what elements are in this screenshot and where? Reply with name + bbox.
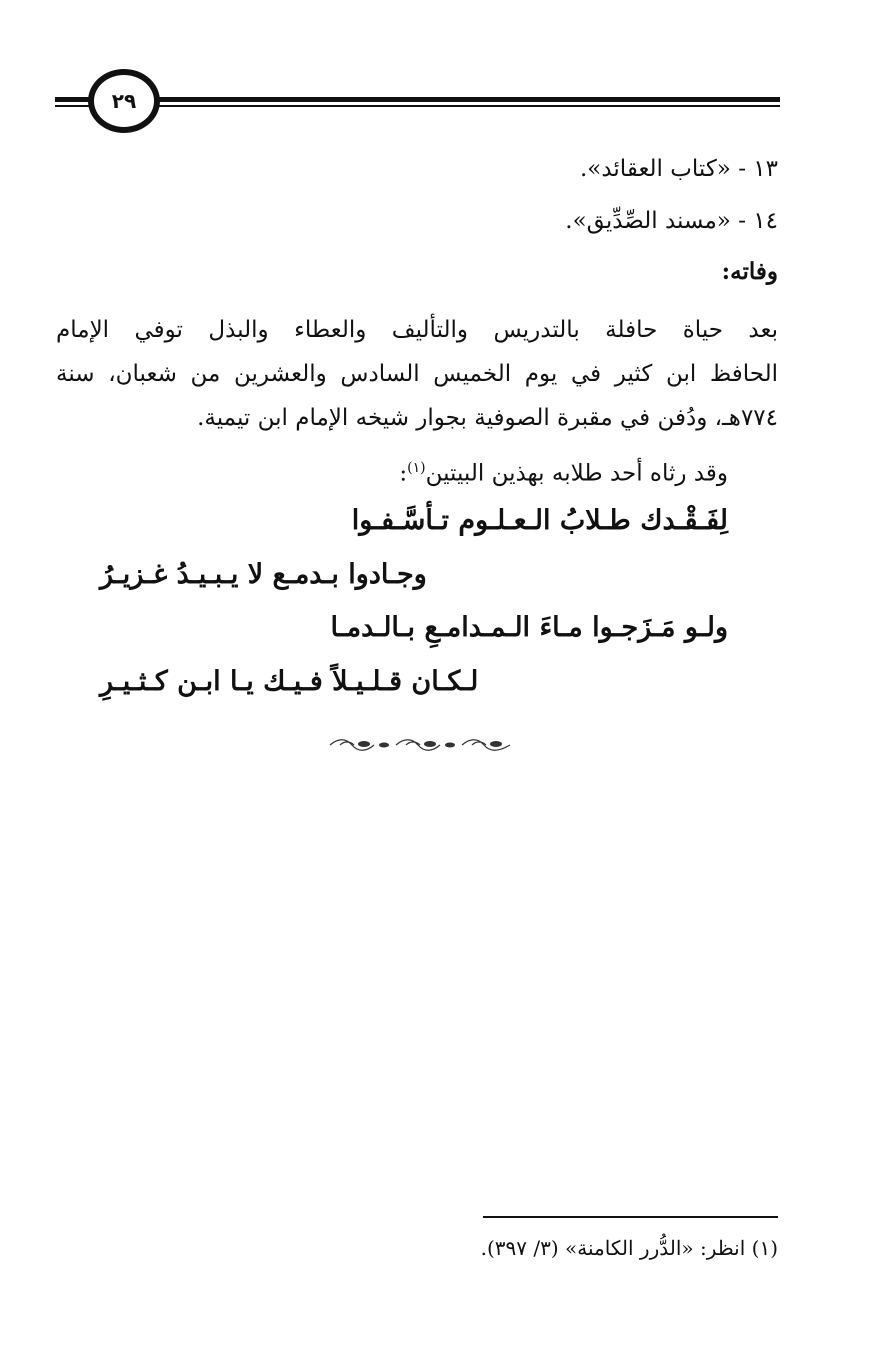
- footnote: (١) انظر: «الدُّرر الكامنة» (٣/ ٣٩٧).: [480, 1236, 778, 1260]
- verse-1-second-hemistich: وجـادوا بـدمـع لا يـبـيـدُ غـزيـرُ: [100, 559, 427, 590]
- list-item-14: ١٤ - «مسند الصِّدِّيق».: [565, 208, 778, 234]
- footnote-separator: [483, 1216, 778, 1218]
- paragraph-line: ٧٧٤هـ، ودُفن في مقبرة الصوفية بجوار شيخه الإمام ابن تيمية.: [197, 405, 778, 431]
- page-number: ٢٩: [111, 89, 137, 113]
- header-rule-thin: [55, 105, 780, 107]
- header-rule-thick: [55, 97, 780, 102]
- list-item-13: ١٣ - «كتاب العقائد».: [579, 156, 778, 182]
- floral-divider-icon: [326, 736, 514, 754]
- footnote-marker: (١): [407, 460, 426, 476]
- death-paragraph: [56, 308, 778, 440]
- elegy-intro: [399, 460, 728, 487]
- section-heading: وفاته:: [721, 258, 778, 285]
- paragraph-line: الحافظ ابن كثير في يوم الخميس السادس والعشرين من شعبان، سنة: [56, 361, 778, 387]
- paragraph-line: بعد حياة حافلة بالتدريس والتأليف والعطاء والبذل توفي الإمام: [56, 317, 778, 343]
- verse-2-first-hemistich: ولـو مَـزَجـوا مـاءَ الـمـدامـعِ بـالـدمـا: [330, 612, 728, 643]
- header-rule: [55, 97, 780, 109]
- elegy-intro-text: وقد رثاه أحد طلابه بهذين البيتين: [425, 460, 728, 487]
- verse-2-second-hemistich: لـكـان قـلـيـلاً فـيـك يـا ابـن كـثـيـرِ: [100, 666, 479, 697]
- page-number-badge: [88, 69, 160, 133]
- verse-1-first-hemistich: لِفَـقْـدك طـلابُ الـعـلـوم تـأسَّـفـوا: [351, 505, 728, 536]
- elegy-intro-colon: :: [399, 460, 408, 487]
